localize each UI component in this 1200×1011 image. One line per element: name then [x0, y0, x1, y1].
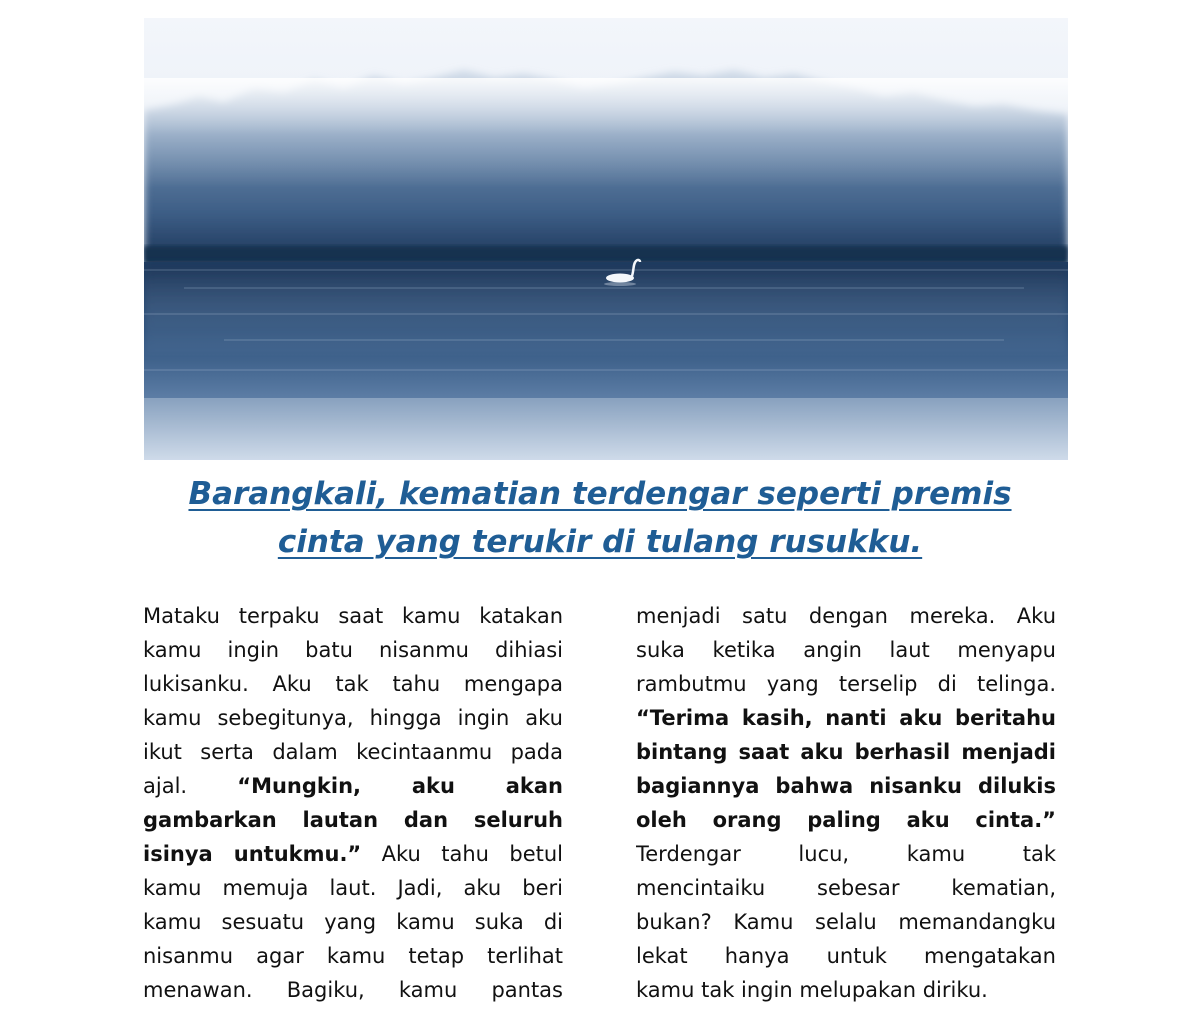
paragraph-line: Terdengar lucu, kamu tak	[636, 842, 1056, 866]
paragraph-line	[143, 837, 563, 871]
quote-text: “Mungkin, aku akan	[237, 774, 563, 798]
paragraph-line: rambutmu yang terselip di telinga.	[636, 672, 1056, 696]
paragraph-line: lukisanku. Aku tak tahu mengapa	[143, 672, 563, 696]
paragraph-line: kamu sesuatu yang kamu suka di	[143, 910, 563, 934]
paragraph-line: bukan? Kamu selalu memandangku	[636, 910, 1056, 934]
paragraph-line: menawan. Bagiku, kamu pantas	[143, 978, 563, 1002]
misty-lake-photo-icon	[144, 18, 1068, 460]
paragraph-line: mencintaiku sebesar kematian,	[636, 876, 1056, 900]
paragraph-line: kamu ingin batu nisanmu dihiasi	[143, 638, 563, 662]
paragraph-line	[143, 769, 563, 803]
body-column-right	[636, 599, 1056, 1007]
quote-line: gambarkan lautan dan seluruh	[143, 808, 563, 832]
paragraph-line: kamu memuja laut. Jadi, aku beri	[143, 876, 563, 900]
headline-line-1: Barangkali, kematian terdengar seperti premis	[188, 476, 1012, 512]
quote-line: oleh orang paling aku cinta.”	[636, 808, 1056, 832]
paragraph-line: ikut serta dalam kecintaanmu pada	[143, 740, 563, 764]
paragraph-line: lekat hanya untuk mengatakan	[636, 944, 1056, 968]
plain-text: ajal.	[143, 774, 188, 798]
paragraph-line: kamu tak ingin melupakan diriku.	[636, 978, 988, 1002]
quote-line: bagiannya bahwa nisanku dilukis	[636, 774, 1056, 798]
quote-line: bintang saat aku berhasil menjadi	[636, 740, 1056, 764]
quote-text: isinya untukmu.”	[143, 842, 362, 866]
body-column-left	[143, 599, 563, 1007]
plain-text: Aku tahu betul	[381, 842, 563, 866]
headline-line-2: cinta yang terukir di tulang rusukku.	[277, 524, 923, 560]
paragraph-line: suka ketika angin laut menyapu	[636, 638, 1056, 662]
hero-photo	[144, 18, 1068, 460]
article-headline	[100, 470, 1100, 566]
paragraph-line: Mataku terpaku saat kamu katakan	[143, 604, 563, 628]
paragraph-line: kamu sebegitunya, hingga ingin aku	[143, 706, 563, 730]
quote-line: “Terima kasih, nanti aku beritahu	[636, 706, 1056, 730]
paragraph-line: nisanmu agar kamu tetap terlihat	[143, 944, 563, 968]
paragraph-line: menjadi satu dengan mereka. Aku	[636, 604, 1056, 628]
